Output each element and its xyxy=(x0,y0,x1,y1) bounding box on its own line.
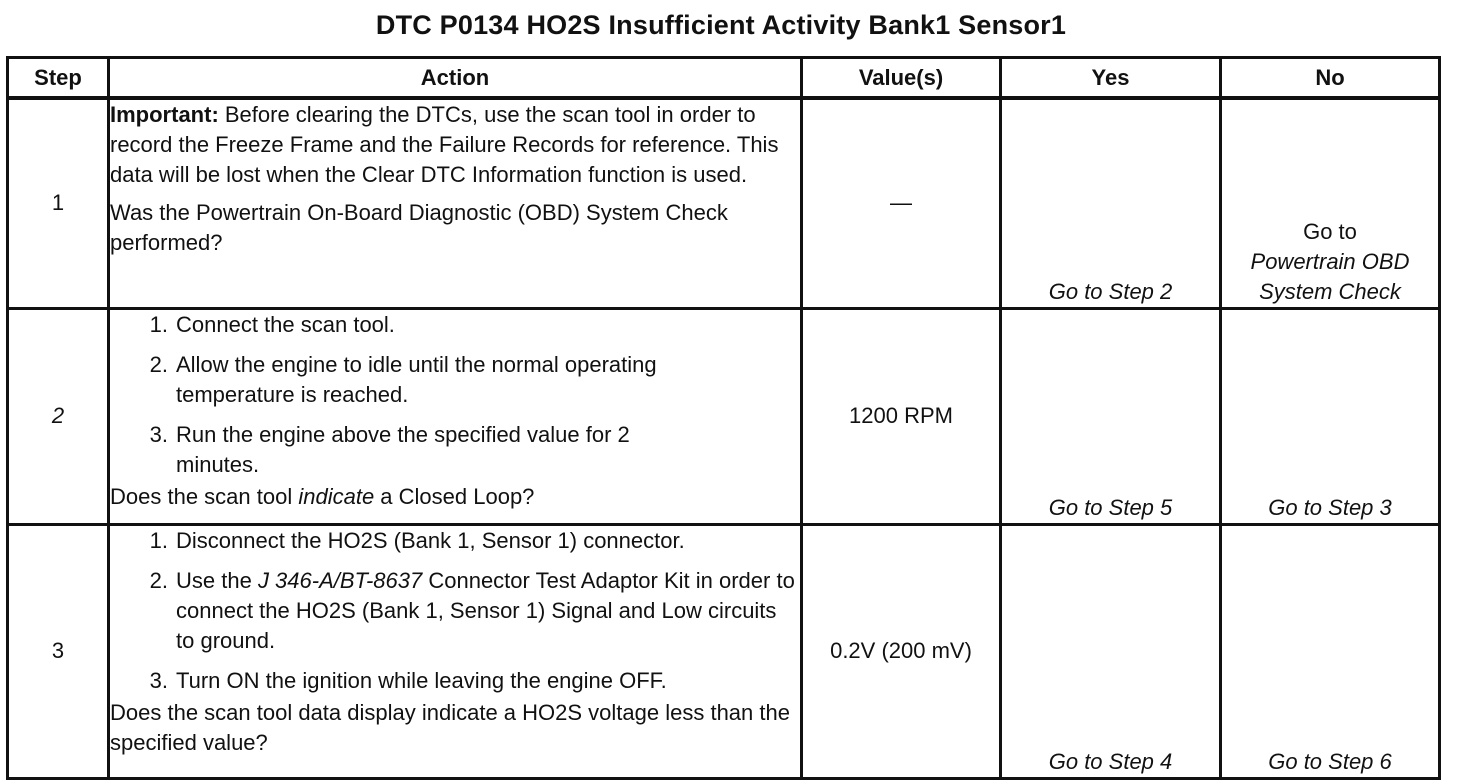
no-link[interactable] xyxy=(1221,98,1440,308)
step-number: 3 xyxy=(8,524,109,778)
yes-link[interactable]: Go to Step 4 xyxy=(1001,524,1221,778)
substep: 2. Allow the engine to idle until the normal operating temperature is reached. xyxy=(149,351,657,407)
header-values: Value(s) xyxy=(802,58,1001,99)
yes-link[interactable]: Go to Step 5 xyxy=(1001,308,1221,524)
action-cell xyxy=(109,308,802,524)
yes-link[interactable]: Go to Step 2 xyxy=(1001,98,1221,308)
value-cell: 0.2V (200 mV) xyxy=(802,524,1001,778)
table-header-row xyxy=(8,58,1440,99)
substep-list xyxy=(110,310,800,480)
step-question: Was the Powertrain On-Board Diagnostic (OBD) System Check performed? xyxy=(110,200,728,255)
important-note xyxy=(110,100,800,190)
table-row xyxy=(8,98,1440,308)
no-link-text: Powertrain OBD System Check xyxy=(1250,248,1410,304)
step-number: 1 xyxy=(8,98,109,308)
no-link[interactable]: Go to Step 3 xyxy=(1221,308,1440,524)
no-prefix: Go to xyxy=(1303,218,1357,244)
step-question: Does the scan tool data display indicate a HO2S voltage less than the specified value? xyxy=(110,699,790,755)
action-cell xyxy=(109,98,802,308)
substep: 3. Run the engine above the specified value for 2 minutes. xyxy=(149,421,630,477)
substep: 3. Turn ON the ignition while leaving the engine OFF. xyxy=(149,667,667,693)
step-question: Does the scan tool indicate a Closed Loop? xyxy=(110,483,535,509)
substep-list xyxy=(110,526,800,696)
diagnostic-table xyxy=(6,56,1441,780)
table-row xyxy=(8,524,1440,778)
header-step: Step xyxy=(8,58,109,99)
page-title: DTC P0134 HO2S Insufficient Activity Bank1 Sensor1 xyxy=(375,10,1067,40)
value-cell: — xyxy=(802,98,1001,308)
header-yes: Yes xyxy=(1001,58,1221,99)
substep: 1. Disconnect the HO2S (Bank 1, Sensor 1) connector. xyxy=(149,527,685,553)
important-label: Important: xyxy=(110,102,219,127)
value-cell: 1200 RPM xyxy=(802,308,1001,524)
header-action: Action xyxy=(109,58,802,99)
action-cell xyxy=(109,524,802,778)
step-number: 2 xyxy=(8,308,109,524)
table-row xyxy=(8,308,1440,524)
header-no: No xyxy=(1221,58,1440,99)
substep: 1. Connect the scan tool. xyxy=(149,311,395,337)
tool-reference: J 346-A/BT-8637 xyxy=(257,567,423,593)
substep: 2. Use the J 346-A/BT-8637 Connector Test Adaptor Kit in order to connect the HO2S (Bank 1, Sensor 1) Signal and Low circuits to ground. xyxy=(149,567,795,653)
important-text: Before clearing the DTCs, use the scan tool in order to record the Freeze Frame and the Failure Records for reference. This data will be lost when the Clear DTC Information function is used. xyxy=(110,102,779,187)
no-link[interactable]: Go to Step 6 xyxy=(1221,524,1440,778)
